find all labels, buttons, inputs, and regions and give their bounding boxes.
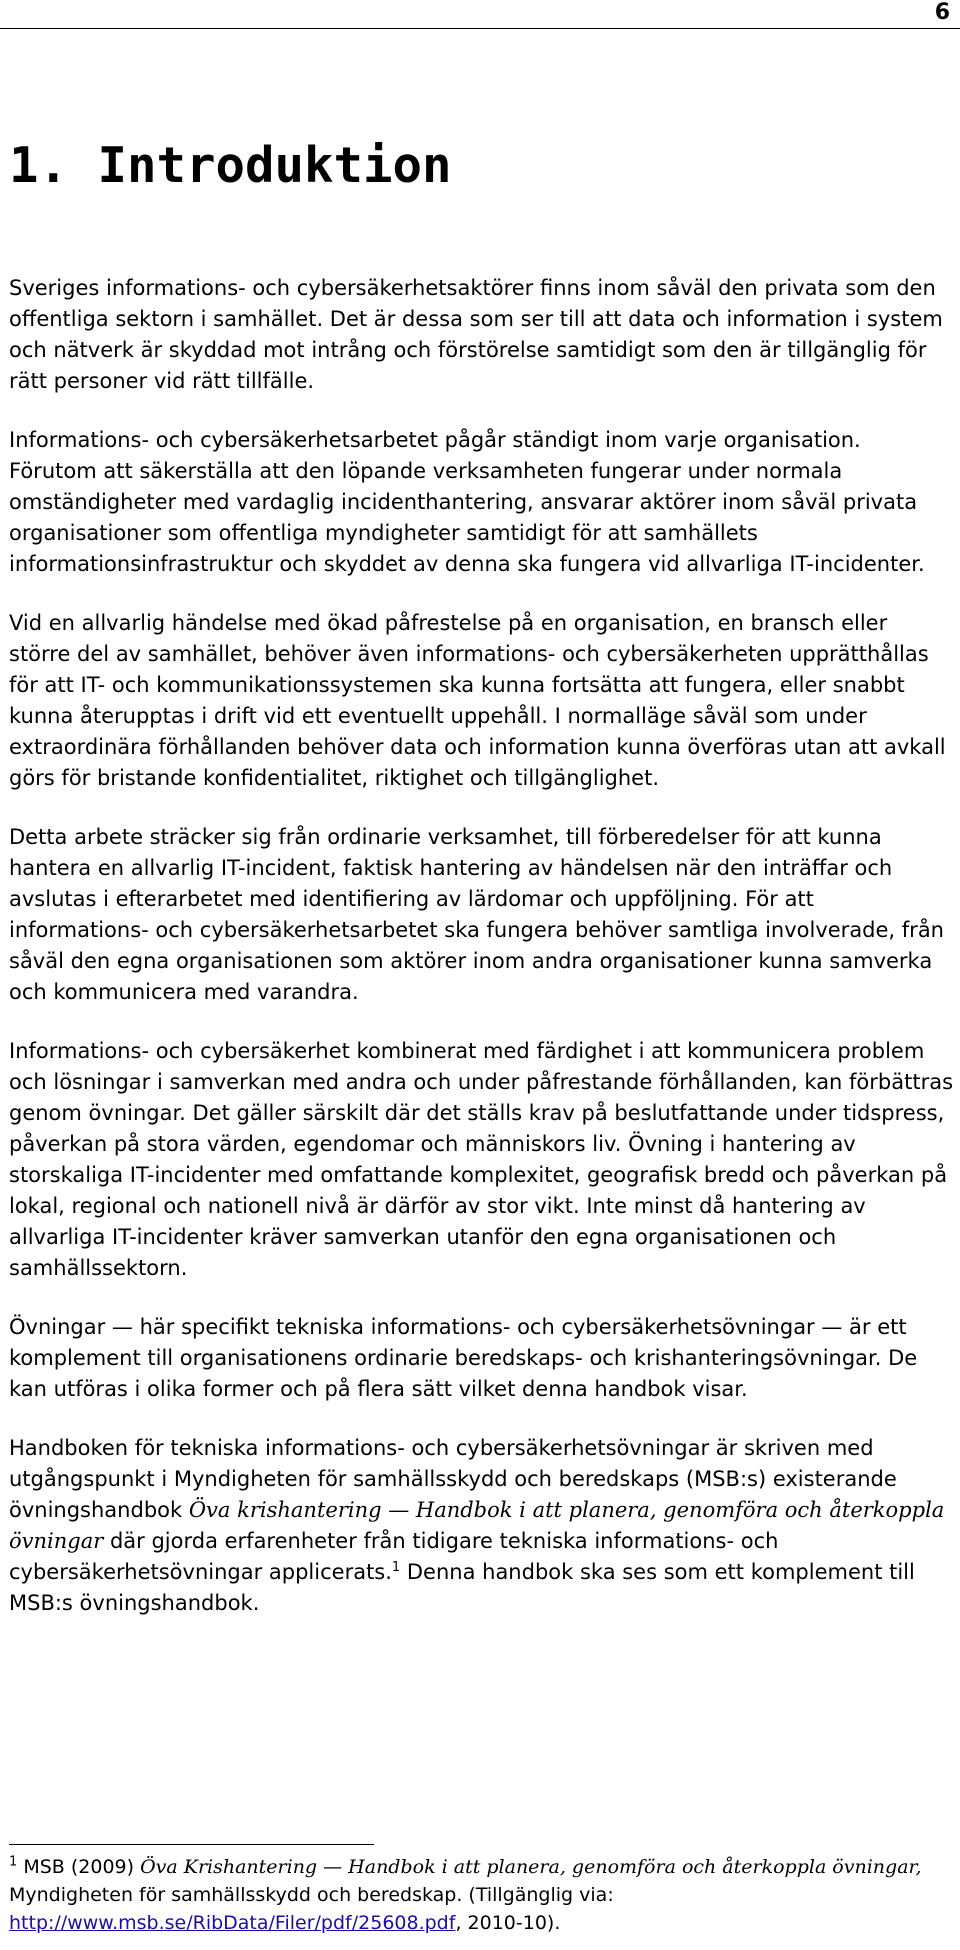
paragraph-5: Informations- och cybersäkerhet kombinerat med färdighet i att kommunicera problem och lösningar i samverkan med andra och under påfrestande förhållanden, kan förbättras genom övningar. Det gäller särskilt där det ställs krav på beslutfattande under tidspress, påverkan på stora värden, egendomar och människors liv. Övning i hantering av storskaliga IT-incidenter med omfattande komplexitet, geografisk bredd och påverkan på lokal, regional och nationell nivå är därför av stor vikt. Inte minst då hantering av allvarliga IT-incidenter kräver samverkan utanför den egna organisationen och samhällssektorn. bbox=[9, 1039, 954, 1280]
footnote-text: MSB (2009) bbox=[17, 1856, 141, 1878]
cited-handbook-title: Öva krishantering — Handbok i att planera, genomföra och återkoppla övningar bbox=[9, 1498, 945, 1553]
paragraph-4: Detta arbete sträcker sig från ordinarie verksamhet, till förberedelser för att kunna hantera en allvarlig IT-incident, faktisk hantering av händelsen när den inträffar och avslutas i efterarbetet med identifiering av lärdomar och uppföljning. För att informations- och cybersäkerhetsarbetet ska fungera behöver samtliga involverade, från såväl den egna organisationen som aktörer inom andra organisationer kunna samverka och kommunicera med varandra. bbox=[9, 825, 944, 1004]
paragraph-6: Övningar — här specifikt tekniska informations- och cybersäkerhetsövningar — är ett komplement till organisationens ordinarie beredskaps- och krishanteringsövningar. De kan utföras i olika former och på flera sätt vilket denna handbok visar. bbox=[9, 1315, 918, 1401]
paragraph-7 bbox=[9, 1433, 954, 1619]
footnote bbox=[9, 1853, 954, 1937]
body-text bbox=[9, 273, 954, 1647]
footnote-mark: 1 bbox=[9, 1854, 18, 1870]
paragraph-7-text: Handboken för tekniska informations- och cybersäkerhetsövningar är skriven med utgångspunkt i Myndigheten för samhällsskydd och beredskaps (MSB:s) existerande övningshandbok bbox=[9, 1436, 897, 1522]
paragraph-7-text-end: Denna handbok ska ses som ett komplement till MSB:s övningshandbok. bbox=[9, 1560, 915, 1615]
paragraph-3: Vid en allvarlig händelse med ökad påfrestelse på en organisation, en bransch eller större del av samhället, behöver även informations- och cybersäkerheten upprätthållas för att IT- och kommunikationssystemen ska kunna fortsätta att fungera, eller snabbt kunna återupptas i drift vid ett eventuellt uppehåll. I normalläge såväl som under extraordinära förhållanden behöver data och information kunna överföras utan att avkall görs för bristande konfidentialitet, riktighet och tillgänglighet. bbox=[9, 611, 946, 790]
footnote-text-end: , 2010-10). bbox=[455, 1912, 561, 1934]
paragraph-7-text-cont: där gjorda erfarenheter från tidigare tekniska informations- och cybersäkerhetsövningar applicerats. bbox=[9, 1529, 779, 1584]
footnote-text-cont: Myndigheten för samhällsskydd och beredskap. (Tillgänglig via: bbox=[9, 1884, 614, 1906]
chapter-heading: 1. Introduktion bbox=[9, 137, 452, 194]
footnote-rule bbox=[9, 1844, 374, 1845]
paragraph-1: Sveriges informations- och cybersäkerhetsaktörer finns inom såväl den privata som den offentliga sektorn i samhället. Det är dessa som ser till att data och information i system och nätverk är skyddad mot intrång och förstörelse samtidigt som den är tillgänglig för rätt personer vid rätt tillfälle. bbox=[9, 276, 943, 393]
paragraph-2: Informations- och cybersäkerhetsarbetet pågår ständigt inom varje organisation. Förutom att säkerställa att den löpande verksamheten fungerar under normala omständigheter med vardaglig incidenthantering, ansvarar aktörer inom såväl privata organisationer som offentliga myndigheter samtidigt för att samhällets informationsinfrastruktur och skyddet av denna ska fungera vid allvarliga IT-incidenter. bbox=[9, 428, 925, 576]
footnote-reference[interactable]: 1 bbox=[391, 1560, 401, 1575]
page-number: 6 bbox=[934, 0, 950, 25]
footnote-link[interactable]: http://www.msb.se/RibData/Filer/pdf/25608.pdf bbox=[9, 1912, 456, 1934]
footnote-cited-title: Öva Krishantering — Handbok i att planera, genomföra och återkoppla övningar, bbox=[140, 1856, 922, 1878]
header-rule bbox=[0, 28, 960, 29]
